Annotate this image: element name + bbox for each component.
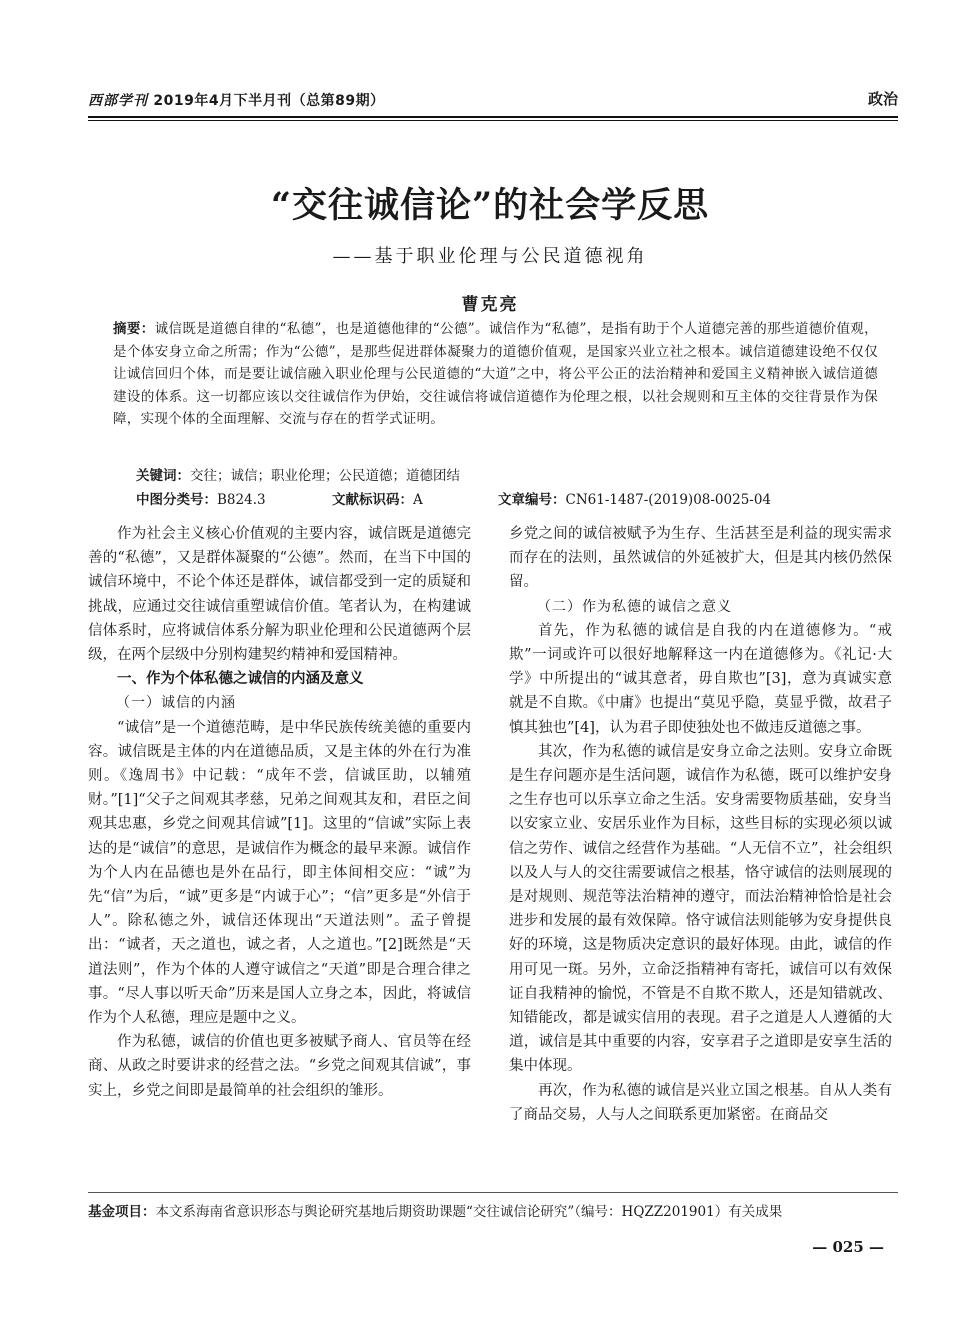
clc-label: 中图分类号： [136, 492, 217, 508]
header-rule-thin [88, 120, 898, 121]
article-title: “交往诚信论”的社会学反思 [270, 185, 710, 226]
keywords [136, 464, 876, 484]
paragraph: 首先，作为私德的诚信是自我的内在道德修为。“戒欺”一词或许可以很好地解释这一内在道德修为。《礼记·大学》中所提出的“诚其意者，毋自欺也”[3]，意为真诚实意就是不自欺。《中庸》也提出“莫见乎隐，莫显乎微，故君子慎其独也”[4]，认为君子即使独处也不做违反道德之事。 [509, 622, 892, 736]
paragraph: 乡党之间的诚信被赋予为生存、生活甚至是利益的现实需求而存在的法则，虽然诚信的外延被扩大，但是其内核仍然保留。 [509, 526, 892, 591]
article-number [498, 488, 771, 508]
footnote-rule [88, 1192, 898, 1193]
art-value: CN61-1487-(2019)08-0025-04 [565, 492, 772, 508]
journal-name: 西部学刊 [88, 93, 148, 109]
art-label: 文章编号： [498, 492, 566, 508]
fund-text: 本文系海南省意识形态与舆论研究基地后期资助课题“交往诚信论研究”（编号：HQZZ201901）有关成果 [155, 1204, 783, 1220]
journal-info [88, 90, 385, 110]
article-subtitle: ——基于职业伦理与公民道德视角 [332, 246, 648, 267]
clc-value: B824.3 [217, 492, 266, 508]
abstract-label: 摘要： [113, 321, 155, 337]
left-column [88, 522, 471, 1103]
paragraph: “诚信”是一个道德范畴，是中华民族传统美德的重要内容。诚信既是主体的内在道德品质，又是主体的外在行为准则。《逸周书》中记载：“成年不尝，信诚匡助，以辅殖财。”[1]“父子之间观其孝慈，兄弟之间观其友和，君臣之间观其忠惠，乡党之间观其信诚”[1]。这里的“信诚”实际上表达的是“诚信”的意思，是诚信作为概念的最早来源。诚信作为个人内在品德也是外在品行，即主体间相交应：“诚”为先“信”为后，“诚”更多是“内诚于心”；“信”更多是“外信于人”。除私德之外，诚信还体现出“天道法则”。孟子曾提出：“诚者，天之道也，诚之者，人之道也。”[2]既然是“天道法则”，作为个体的人遵守诚信之“天道”即是合理合律之事。“尽人事以听天命”历来是国人立身之本，因此，将诚信作为个人私德，理应是题中之义。 [88, 719, 471, 1027]
doc-value: A [413, 492, 423, 508]
fund-note [88, 1200, 898, 1220]
subsection-heading: （一）诚信的内涵 [116, 695, 236, 712]
right-column [509, 522, 892, 1127]
abstract [113, 318, 878, 431]
paragraph: 再次，作为私德的诚信是兴业立国之根基。自从人类有了商品交易，人与人之间联系更加紧密。在商品交 [509, 1082, 892, 1123]
header-rule [88, 116, 898, 118]
fund-label: 基金项目： [88, 1204, 156, 1220]
abstract-text: 诚信既是道德自律的“私德”，也是道德他律的“公德”。诚信作为“私德”，是指有助于个人道德完善的那些道德价值观，是个体安身立命之所需；作为“公德”，是那些促进群体凝聚力的道德价值观，是国家兴业立社之根本。诚信道德建设绝不仅仅让诚信回归个体，而是要让诚信融入职业伦理与公民道德的“大道”之中，将公平公正的法治精神和爱国主义精神嵌入诚信道德建设的体系。这一切都应该以交往诚信作为伊始，交往诚信将诚信道德作为伦理之根，以社会规则和互主体的交往背景作为保障，实现个体的全面理解、交流与存在的哲学式证明。 [113, 321, 878, 427]
running-header [88, 84, 898, 114]
doc-code [332, 488, 423, 508]
keywords-text: 交往；诚信；职业伦理；公民道德；道德团结 [190, 468, 460, 484]
paragraph: 作为社会主义核心价值观的主要内容，诚信既是道德完善的“私德”，又是群体凝聚的“公德”。然而，在当下中国的诚信环境中，不论个体还是群体，诚信都受到一定的质疑和挑战，应通过交往诚信重塑诚信价值。笔者认为，在构建诚信体系时，应将诚信体系分解为职业伦理和公民道德两个层级，在两个层级中分别构建契约精神和爱国精神。 [88, 526, 471, 664]
clc-code [136, 488, 266, 508]
doc-label: 文献标识码： [332, 492, 413, 508]
paragraph: 作为私德，诚信的价值也更多被赋予商人、官员等在经商、从政之时要讲求的经营之法。“乡党之间观其信诚”，事实上，乡党之间即是最简单的社会组织的雏形。 [88, 1034, 471, 1099]
issue-info: 2019年4月下半月刊（总第89期） [153, 93, 385, 109]
paragraph: 其次，作为私德的诚信是安身立命之法则。安身立命既是生存问题亦是生活问题，诚信作为私德，既可以维护安身之生存也可以乐享立命之生活。安身需要物质基础，安身当以安家立业、安居乐业作为目标，这些目标的实现必须以诚信之劳作、诚信之经营作为基础。“人无信不立”，社会组织以及人与人的交往需要诚信之根基，恪守诚信的法则展现的是对规则、规范等法治精神的遵守，而法治精神恰恰是社会进步和发展的最有效保障。恪守诚信法则能够为安身提供良好的环境，这是物质决定意识的最好体现。由此，诚信的作用可见一斑。另外，立命泛指精神有寄托，诚信可以有效保证自我精神的愉悦，不管是不自欺不欺人，还是知错就改、知错能改，都是诚实信用的表现。君子之道是人人遵循的大道，诚信是其中重要的内容，安享君子之道即是安享生活的集中体现。 [509, 743, 892, 1075]
author-name: 曹克亮 [461, 295, 519, 315]
page-number: — 025 — [812, 1238, 884, 1256]
section-heading: 一、作为个体私德之诚信的内涵及意义 [117, 671, 364, 688]
section-name: 政治 [867, 90, 898, 108]
subsection-heading: （二）作为私德的诚信之意义 [537, 598, 732, 615]
keywords-label: 关键词： [136, 468, 190, 484]
